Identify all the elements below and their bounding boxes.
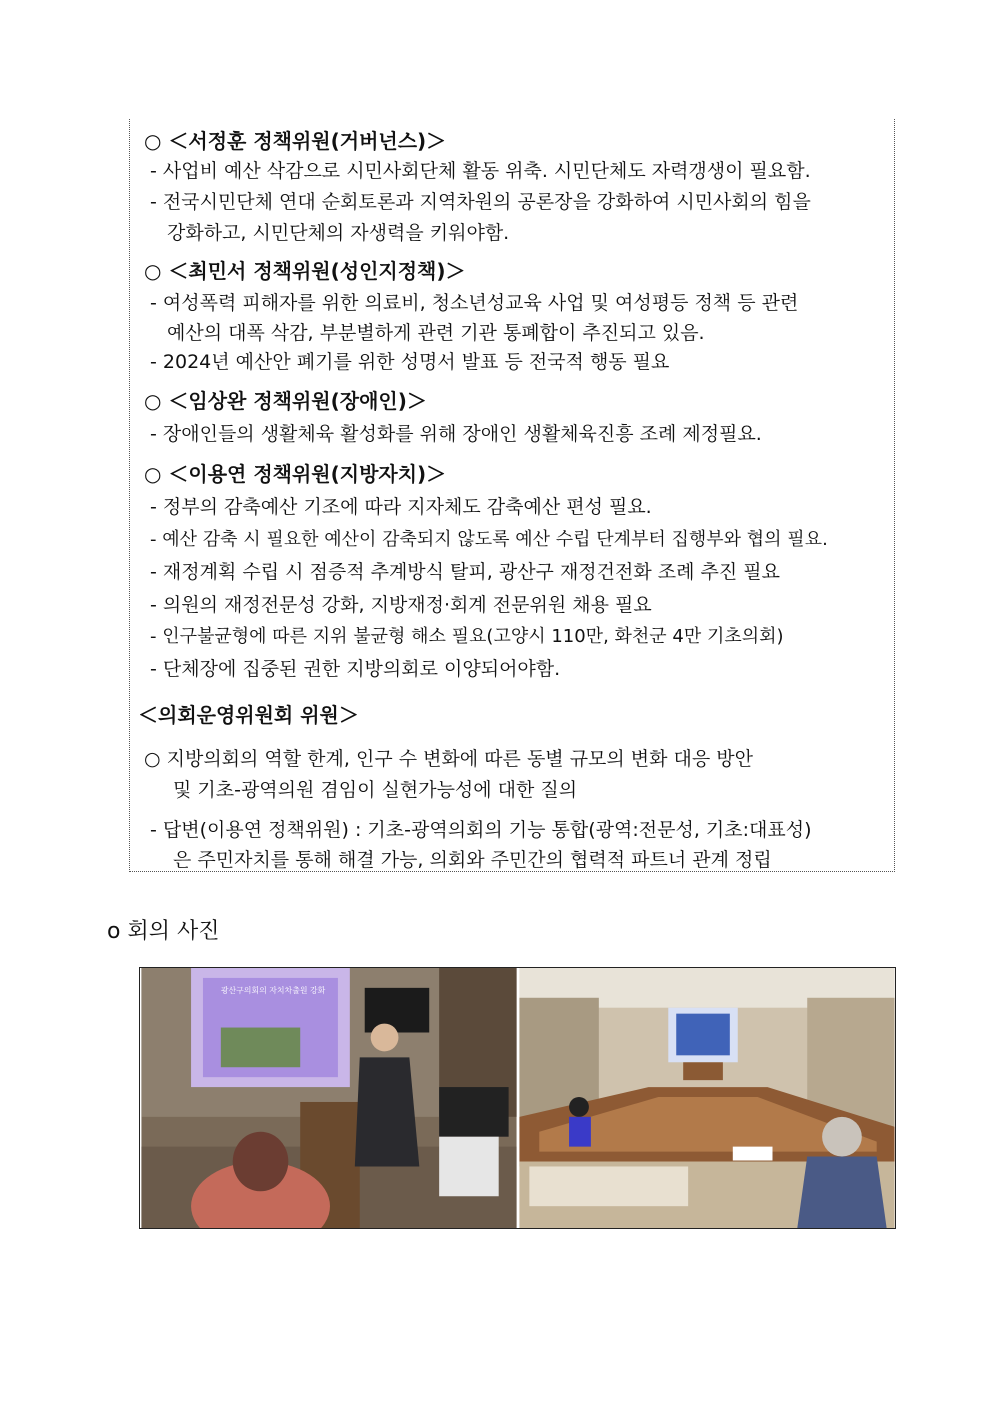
list-item: - 정부의 감축예산 기조에 따라 지자체도 감축예산 편성 필요. [150,496,652,518]
list-item: - 예산 감축 시 필요한 예산이 감축되지 않도록 예산 수립 단계부터 집행부와 협의 필요. [150,529,828,550]
list-item: 및 기초-광역의원 겸임이 실현가능성에 대한 질의 [173,779,578,801]
list-item: - 인구불균형에 따른 지위 불균형 해소 필요(고양시 110만, 화천군 4만 기초의회) [150,626,784,647]
list-item: 예산의 대폭 삭감, 부분별하게 관련 기관 통폐합이 추진되고 있음. [167,322,705,344]
photo-conference-room [518,968,896,1228]
heading-lim: ○ ＜임상완 정책위원(장애인)＞ [144,389,427,413]
meeting-photos [139,967,896,1229]
photo-speaker-podium [140,968,518,1228]
speaker [355,1057,420,1166]
list-item: - 사업비 예산 삭감으로 시민사회단체 활동 위축. 시민단체도 자력갱생이 필요함. [150,160,811,182]
list-item: - 장애인들의 생활체육 활성화를 위해 장애인 생활체육진흥 조례 제정필요. [150,423,762,445]
list-item: - 전국시민단체 연대 순회토론과 지역차원의 공론장을 강화하여 시민사회의 힘을 [150,191,811,213]
meeting-photos-title: o 회의 사진 [107,919,220,944]
list-item: 은 주민자치를 통해 해결 가능, 의회와 주민간의 협력적 파트너 관계 정립 [173,849,772,871]
list-item: - 단체장에 집중된 권한 지방의회로 이양되어야함. [150,658,561,680]
slide-title: 광산구의회의 자치차출원 강화 [220,985,326,995]
heading-committee: ＜의회운영위원회 위원＞ [138,703,359,727]
tv-monitor [365,988,430,1033]
heading-lee: ○ ＜이용연 정책위원(지방자치)＞ [144,462,447,486]
heading-seo: ○ ＜서정훈 정책위원(거버넌스)＞ [144,129,447,153]
list-item: - 의원의 재정전문성 강화, 지방재정·회계 전문위원 채용 필요 [150,594,652,616]
list-item: - 여성폭력 피해자를 위한 의료비, 청소년성교육 사업 및 여성평등 정책 등 관련 [150,292,799,314]
list-item: ○ 지방의회의 역할 한계, 인구 수 변화에 따른 동별 규모의 변화 대응 방안 [144,748,754,770]
list-item: - 답변(이용연 정책위원) : 기초-광역의회의 기능 통합(광역:전문성, 기초:대표성) [150,819,812,841]
list-item: - 재정계획 수립 시 점증적 추계방식 탈피, 광산구 재정건전화 조례 추진 필요 [150,561,780,583]
list-item: - 2024년 예산안 폐기를 위한 성명서 발표 등 전국적 행동 필요 [150,351,670,373]
list-item: 강화하고, 시민단체의 자생력을 키워야함. [167,222,510,244]
heading-choi: ○ ＜최민서 정책위원(성인지정책)＞ [144,259,466,283]
